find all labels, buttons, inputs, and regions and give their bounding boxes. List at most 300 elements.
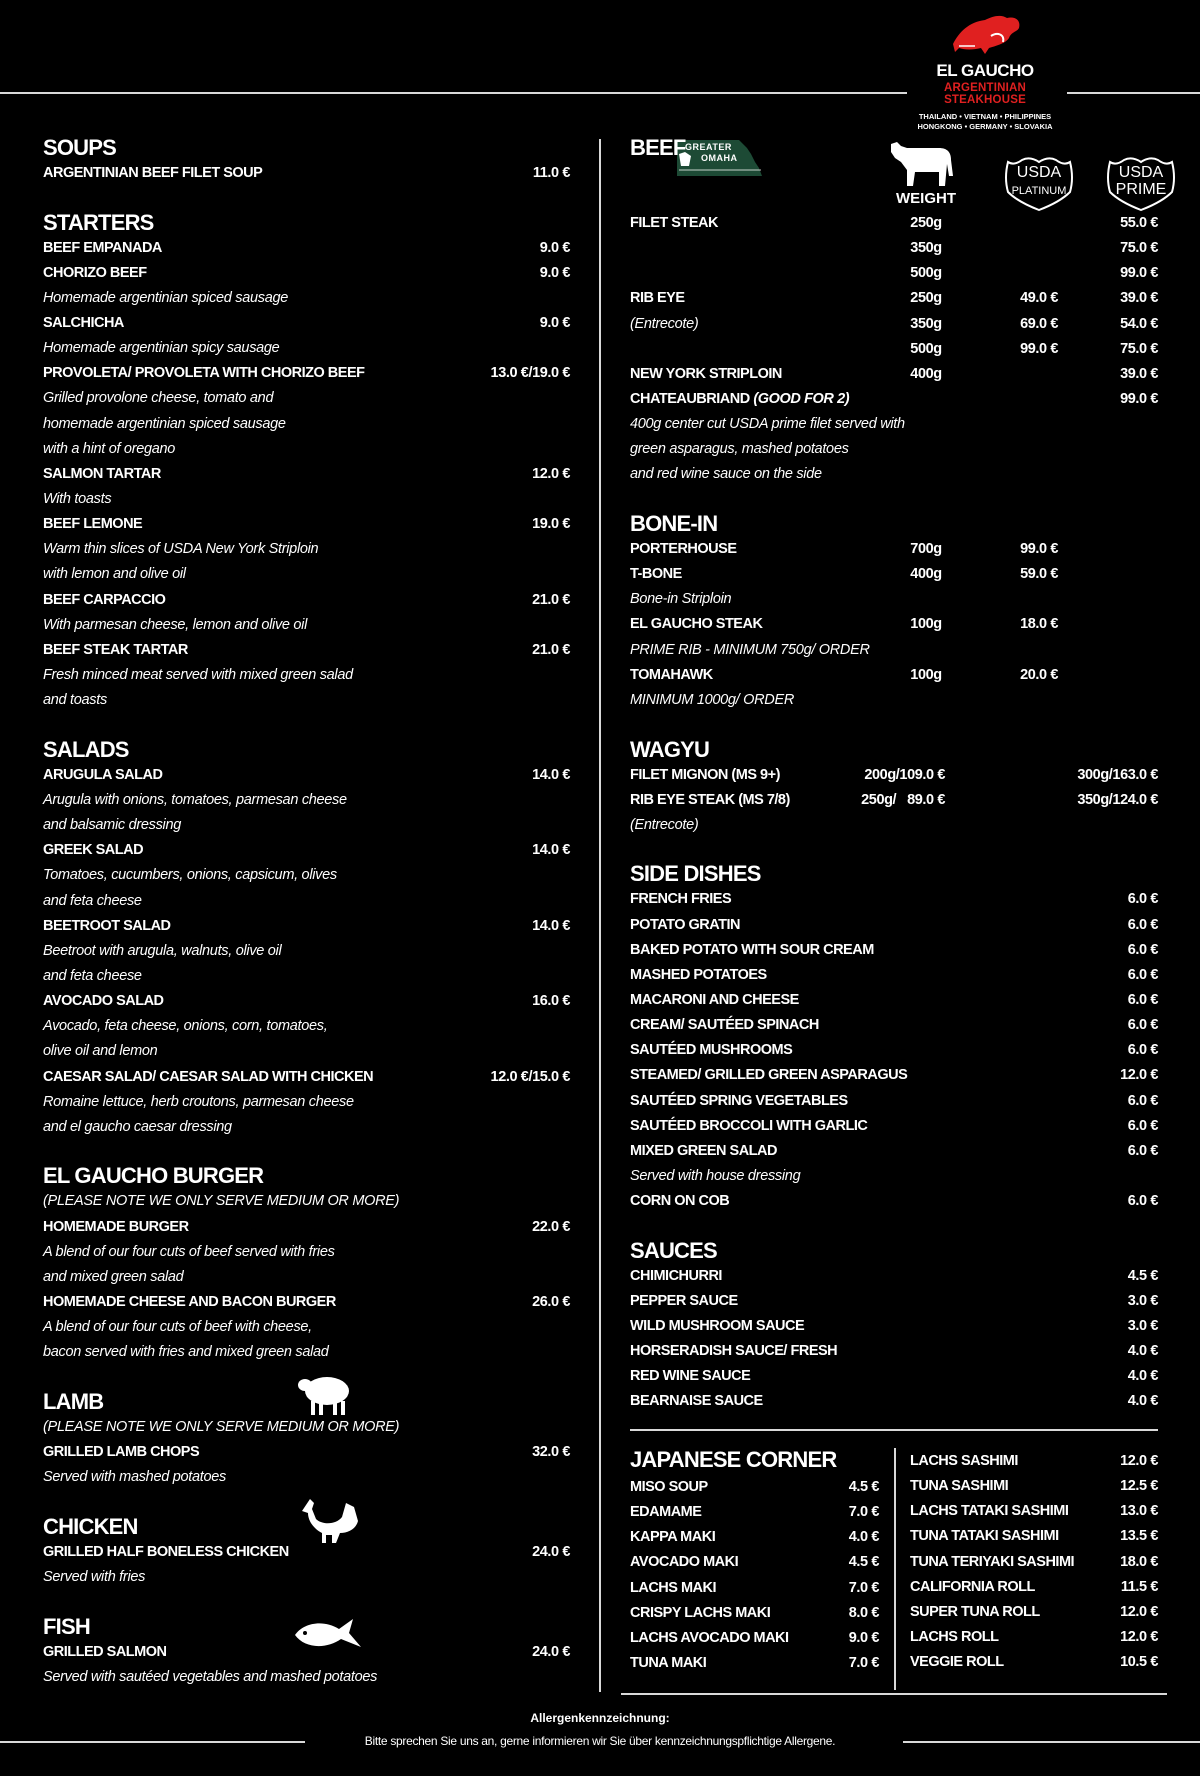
menu-item-row [630,387,1158,412]
item-name: STEAMED/ GRILLED GREEN ASPARAGUS [630,1067,908,1084]
menu-item-row [630,1164,1158,1189]
menu-item-row [43,914,570,939]
section-title: BONE-IN [630,511,718,537]
weight: 700g [910,541,942,558]
item-description: Fresh minced meat served with mixed green salad [43,667,353,684]
price: 6.0 € [1127,1042,1158,1059]
item-description: olive oil and lemon [43,1043,158,1060]
menu-item-row [630,988,1158,1013]
price: 18.0 € [1120,1553,1158,1570]
menu-item-row [43,1565,570,1590]
weight: 250g [910,215,942,231]
section-title: BEEF [630,135,686,160]
item-name: GRILLED SALMON [43,1643,167,1660]
japanese-top-rule [630,1429,1158,1431]
price: 14.0 € [532,766,570,783]
menu-item-row [43,663,570,688]
menu-item-row [43,1115,570,1140]
item-name: PORTERHOUSE [630,541,737,558]
item-name: GRILLED LAMB CHOPS [43,1444,200,1461]
menu-item-row [43,1240,570,1265]
section-title: JAPANESE CORNER [630,1447,837,1472]
item-name: EDAMAME [630,1504,702,1521]
menu-item-row [43,562,570,587]
item-name: RIB EYE STEAK (MS 7/8) [630,791,790,808]
price: 14.0 € [532,917,570,934]
item-description: (PLEASE NOTE WE ONLY SERVE MEDIUM OR MORE) [43,1193,400,1210]
weight: 350g [910,240,942,257]
price: 6.0 € [1127,1117,1158,1134]
menu-item-row [43,462,570,487]
menu-item-row [43,939,570,964]
menu-item-row [43,1265,570,1290]
menu-item-row [43,1440,570,1465]
menu-item-row [630,1013,1158,1038]
item-name: HOMEMADE BURGER [43,1218,189,1235]
item-name: WILD MUSHROOM SAUCE [630,1318,805,1335]
menu-item-row [43,261,570,286]
logo-countries-1: THAILAND • VIETNAM • PHILIPPINES [918,112,1052,121]
price: 6.0 € [1127,1142,1158,1159]
item-name: TUNA TERIYAKI SASHIMI [910,1553,1075,1570]
menu-item-row [630,1601,879,1626]
bull-logo-icon [945,10,1025,54]
price: 32.0 € [532,1444,570,1461]
menu-item-row [43,537,570,562]
price: 10.5 € [1120,1654,1158,1671]
item-name: AVOCADO SALAD [43,993,164,1010]
menu-item-row [630,788,1158,813]
wagyu-weight-price: 200g/109.0 € [864,766,945,783]
menu-item-row [43,1065,570,1090]
item-note: (GOOD FOR 2) [749,390,850,407]
menu-item-row [630,963,1158,988]
menu-item-row [630,362,1158,387]
weight: 400g [910,365,942,382]
menu-item-row [630,1500,879,1525]
price: 12.0 € [1120,1067,1158,1084]
item-name: SAUTÉED MUSHROOMS [630,1042,793,1059]
item-name: GREEK SALAD [43,842,144,859]
menu-item-row [43,1540,570,1565]
menu-item-row [43,588,570,613]
menu-item-row [43,386,570,411]
item-description: (Entrecote) [630,315,699,332]
menu-item-row [630,887,1158,912]
menu-item-row [43,964,570,989]
price: 4.0 € [1127,1393,1158,1410]
item-description: A blend of our four cuts of beef with cheese, [43,1319,312,1336]
usda-platinum-line-2: PLATINUM [1011,185,1067,197]
omaha-line-2: OMAHA [701,153,738,163]
platinum-price: 99.0 € [1020,541,1058,558]
item-description: Served with fries [43,1568,146,1585]
item-name: T-BONE [630,566,682,583]
price: 9.0 € [539,315,570,332]
menu-item-row [630,1314,1158,1339]
prime-price: 39.0 € [1120,290,1158,307]
price: 6.0 € [1127,1193,1158,1210]
item-description: and toasts [43,692,107,709]
price: 11.0 € [532,165,570,181]
item-name: MACARONI AND CHEESE [630,992,799,1009]
top-rule-left [0,92,907,94]
section-title: LAMB [43,1388,104,1414]
price: 7.0 € [848,1654,879,1671]
item-description: Served with house dressing [630,1168,801,1184]
price: 7.0 € [848,1579,879,1596]
section-title: FISH [43,1613,90,1639]
price: 13.5 € [1120,1528,1158,1545]
menu-item-row [43,1090,570,1115]
item-name: PEPPER SAUCE [630,1292,738,1309]
price: 24.0 € [532,1543,570,1560]
menu-item-row [630,1339,1158,1364]
price: 26.0 € [532,1293,570,1310]
item-name: SAUTÉED BROCCOLI WITH GARLIC [630,1117,868,1134]
item-name: MISO SOUP [630,1479,708,1495]
menu-item-row [630,663,1158,688]
item-description: with a hint of oregano [43,440,176,457]
menu-item-row [630,1089,1158,1114]
allergen-title: Allergenkennzeichnung: [530,1711,670,1725]
item-name: BEEF STEAK TARTAR [43,641,188,658]
item-name: TOMAHAWK [630,666,713,683]
japanese-divider [894,1448,896,1690]
menu-item-row [630,437,1158,462]
section-side-dishes [630,860,1158,1214]
menu-item-row [43,512,570,537]
usda-platinum-line-1: USDA [1016,164,1062,181]
price: 7.0 € [848,1504,879,1521]
item-description: Bone-in Striploin [630,591,732,608]
item-name: BEARNAISE SAUCE [630,1393,763,1410]
menu-item-row [43,336,570,361]
item-description: Avocado, feta cheese, onions, corn, tomatoes, [43,1018,328,1035]
item-name: CORN ON COB [630,1193,730,1210]
price: 4.0 € [1127,1343,1158,1360]
item-description: and mixed green salad [43,1268,184,1285]
item-name: LACHS AVOCADO MAKI [630,1629,789,1646]
japanese-right-list [910,1449,1158,1675]
price: 4.5 € [1127,1267,1158,1284]
item-description: and balsamic dressing [43,817,181,834]
section-title: SAUCES [630,1237,717,1263]
menu-item-row [910,1625,1158,1650]
menu-item-row [630,1114,1158,1139]
prime-price: 99.0 € [1120,390,1158,407]
section-sauces [630,1237,1158,1415]
item-description: 400g center cut USDA prime filet served with [630,416,905,433]
section-lamb [43,1388,570,1490]
section-starters [43,209,570,714]
menu-item-row [630,1651,879,1676]
menu-item-row [910,1575,1158,1600]
price: 6.0 € [1127,966,1158,983]
weight: 100g [910,666,942,683]
item-description: Served with sautéed vegetables and mashed potatoes [43,1668,378,1685]
column-divider [599,139,601,1692]
menu-item-row [630,913,1158,938]
menu-item-row [630,1063,1158,1088]
item-name: CREAM/ SAUTÉED SPINACH [630,1017,819,1034]
section-beef [630,134,1158,488]
item-name: CHIMICHURRI [630,1267,722,1284]
menu-item-row [630,813,1158,838]
menu-item-row [43,1415,570,1440]
item-name: LACHS TATAKI SASHIMI [910,1503,1069,1520]
price: 4.5 € [848,1554,879,1571]
menu-item-row [43,1290,570,1315]
item-name: LACHS SASHIMI [910,1453,1018,1469]
prime-price: 39.0 € [1120,365,1158,382]
menu-item-row [43,1315,570,1340]
item-description: Homemade argentinian spiced sausage [43,289,289,306]
logo-subtitle: ARGENTINIAN STEAKHOUSE [943,82,1027,106]
price: 9.0 € [539,239,570,256]
price: 6.0 € [1127,891,1158,908]
section-chicken [43,1513,570,1590]
item-description: Arugula with onions, tomatoes, parmesan cheese [43,791,347,808]
menu-item-row [630,261,1158,286]
item-name: ARUGULA SALAD [43,766,163,783]
item-name: BEETROOT SALAD [43,917,171,934]
menu-item-row [43,311,570,336]
menu-item-row [910,1600,1158,1625]
menu-item-row [630,312,1158,337]
menu-item-row [43,1665,570,1690]
prime-price: 54.0 € [1120,315,1158,332]
price: 9.0 € [539,264,570,281]
prime-price: 300g/163.0 € [1077,766,1158,783]
item-description: MINIMUM 1000g/ ORDER [630,691,795,708]
section-salads [43,736,570,1140]
section-title: CHICKEN [43,1513,138,1539]
price: 13.0 € [1120,1503,1158,1520]
item-name: TUNA TATAKI SASHIMI [910,1528,1059,1545]
menu-item-row [43,1215,570,1240]
item-name: FILET MIGNON (MS 9+) [630,766,780,783]
japanese-left-list [630,1446,879,1676]
price: 12.0 € [1120,1628,1158,1645]
menu-item-row [630,1550,879,1575]
item-name: SALMON TARTAR [43,465,161,482]
price: 6.0 € [1127,941,1158,958]
section-title: SIDE DISHES [630,861,761,887]
price: 12.0 €/15.0 € [490,1068,570,1085]
platinum-price: 20.0 € [1020,666,1058,683]
item-name: EL GAUCHO STEAK [630,616,763,633]
item-description: bacon served with fries and mixed green salad [43,1344,329,1361]
platinum-price: 99.0 € [1020,340,1058,357]
menu-item-row [910,1474,1158,1499]
platinum-price: 49.0 € [1020,290,1058,307]
price: 21.0 € [532,591,570,608]
item-name: HORSERADISH SAUCE/ FRESH [630,1343,838,1360]
item-description: homemade argentinian spiced sausage [43,415,286,432]
item-description: (PLEASE NOTE WE ONLY SERVE MEDIUM OR MORE) [43,1418,400,1435]
weight-column-header: WEIGHT [896,190,956,207]
right-menu-column [630,134,1158,1415]
price: 6.0 € [1127,916,1158,933]
price: 9.0 € [848,1629,879,1646]
menu-item-row [43,889,570,914]
item-name: TUNA SASHIMI [910,1478,1009,1495]
item-name: BEEF EMPANADA [43,239,162,256]
price: 12.0 € [532,465,570,482]
item-name: SAUTÉED SPRING VEGETABLES [630,1092,848,1109]
item-name: SALCHICHA [43,315,124,332]
menu-item-row [630,1038,1158,1063]
prime-price: 99.0 € [1120,265,1158,282]
item-description: Warm thin slices of USDA New York Striploin [43,541,319,558]
menu-item-row [43,412,570,437]
weight: 500g [910,265,942,282]
item-description: and red wine sauce on the side [630,466,822,483]
weight: 500g [910,340,942,357]
price: 22.0 € [532,1218,570,1235]
item-name: FRENCH FRIES [630,891,732,908]
menu-item-row [630,286,1158,311]
price: 13.0 €/19.0 € [490,365,570,382]
bottom-right-rule [621,1693,1167,1695]
menu-item-row [630,688,1158,713]
item-name: BEEF CARPACCIO [43,591,166,608]
item-name: CAESAR SALAD/ CAESAR SALAD WITH CHICKEN [43,1068,374,1085]
price: 6.0 € [1127,992,1158,1009]
menu-item-row [630,236,1158,261]
item-name: LACHS ROLL [910,1628,999,1645]
usda-prime-line-2: PRIME [1115,181,1167,198]
item-name: SUPER TUNA ROLL [910,1603,1040,1620]
item-name: BAKED POTATO WITH SOUR CREAM [630,941,874,958]
item-name: TUNA MAKI [630,1654,707,1671]
price: 16.0 € [532,993,570,1010]
item-description: green asparagus, mashed potatoes [630,441,849,458]
item-name: GRILLED HALF BONELESS CHICKEN [43,1543,289,1560]
menu-item-row [43,1039,570,1064]
brand-logo [905,10,1065,132]
top-rule-right [1067,92,1200,94]
menu-item-row [43,1340,570,1365]
weight: 100g [910,616,942,633]
menu-item-row [43,688,570,713]
menu-item-row [630,462,1158,487]
price: 24.0 € [532,1643,570,1660]
menu-item-row [630,612,1158,637]
menu-item-row [43,788,570,813]
menu-item-row [43,863,570,888]
menu-item-row [630,1189,1158,1214]
item-name: CHORIZO BEEF [43,264,147,281]
price: 11.5 € [1120,1578,1158,1595]
menu-item-row [630,537,1158,562]
prime-price: 75.0 € [1120,340,1158,357]
item-description: A blend of our four cuts of beef served with fries [43,1243,335,1260]
item-name: NEW YORK STRIPLOIN [630,365,782,382]
menu-item-row [630,412,1158,437]
menu-item-row [630,1264,1158,1289]
item-description: (Entrecote) [630,816,699,833]
menu-item-row [630,1576,879,1601]
item-name: HOMEMADE CHEESE AND BACON BURGER [43,1293,336,1310]
menu-item-row [910,1650,1158,1675]
item-description: Tomatoes, cucumbers, onions, capsicum, olives [43,867,337,884]
menu-item-row [43,813,570,838]
item-description: Beetroot with arugula, walnuts, olive oil [43,942,282,959]
item-name: RIB EYE [630,290,685,307]
weight: 400g [910,566,942,583]
left-menu-column [43,134,570,1690]
item-name: CALIFORNIA ROLL [910,1578,1035,1595]
item-name: CHATEAUBRIAND [630,390,750,407]
menu-item-row [630,1289,1158,1314]
item-name: PROVOLETA/ PROVOLETA WITH CHORIZO BEEF [43,365,365,382]
price: 3.0 € [1127,1292,1158,1309]
item-name: FILET STEAK [630,215,718,231]
item-description: and el gaucho caesar dressing [43,1118,232,1135]
wagyu-weight-price: 250g/ 89.0 € [861,791,945,808]
menu-item-row [630,587,1158,612]
item-description: Homemade argentinian spicy sausage [43,340,280,357]
platinum-price: 18.0 € [1020,616,1058,633]
menu-item-row [630,1139,1158,1164]
menu-item-row [630,1525,879,1550]
section-fish [43,1613,570,1690]
menu-item-row [630,763,1158,788]
weight: 350g [910,315,942,332]
item-description: and feta cheese [43,967,142,984]
platinum-price: 69.0 € [1020,315,1058,332]
section-title: EL GAUCHO BURGER [43,1163,264,1189]
section-title: WAGYU [630,736,710,762]
price: 19.0 € [532,516,570,533]
menu-item-row [43,1189,570,1214]
menu-item-row [630,1475,879,1500]
item-description: With toasts [43,491,112,508]
price: 12.5 € [1120,1478,1158,1495]
item-name: RED WINE SAUCE [630,1368,751,1385]
menu-item-row [910,1524,1158,1549]
menu-item-row [43,286,570,311]
menu-item-row [43,161,570,186]
menu-item-row [43,638,570,663]
item-description: Romaine lettuce, herb croutons, parmesan cheese [43,1093,354,1110]
usda-prime-line-1: USDA [1118,164,1164,181]
logo-name: EL GAUCHO [936,61,1034,80]
item-name: CRISPY LACHS MAKI [630,1604,771,1621]
menu-item-row [43,838,570,863]
price: 4.0 € [848,1529,879,1546]
menu-item-row [43,487,570,512]
item-description: Grilled provolone cheese, tomato and [43,390,274,407]
menu-item-row [43,989,570,1014]
menu-item-row [630,1389,1158,1414]
price: 21.0 € [532,641,570,658]
menu-item-row [910,1550,1158,1575]
item-name: ARGENTINIAN BEEF FILET SOUP [43,165,263,181]
menu-item-row [630,1364,1158,1389]
price: 4.5 € [848,1479,879,1495]
item-name: MASHED POTATOES [630,966,767,983]
menu-item-row [43,613,570,638]
menu-item-row [910,1499,1158,1524]
section-title: SALADS [43,736,129,762]
allergen-note: Bitte sprechen Sie uns an, gerne informieren wir Sie über kennzeichnungspflichtige Allergene. [364,1734,836,1748]
item-name: BEEF LEMONE [43,516,143,533]
section-title: SOUPS [43,135,117,160]
price: 12.0 € [1120,1453,1158,1469]
